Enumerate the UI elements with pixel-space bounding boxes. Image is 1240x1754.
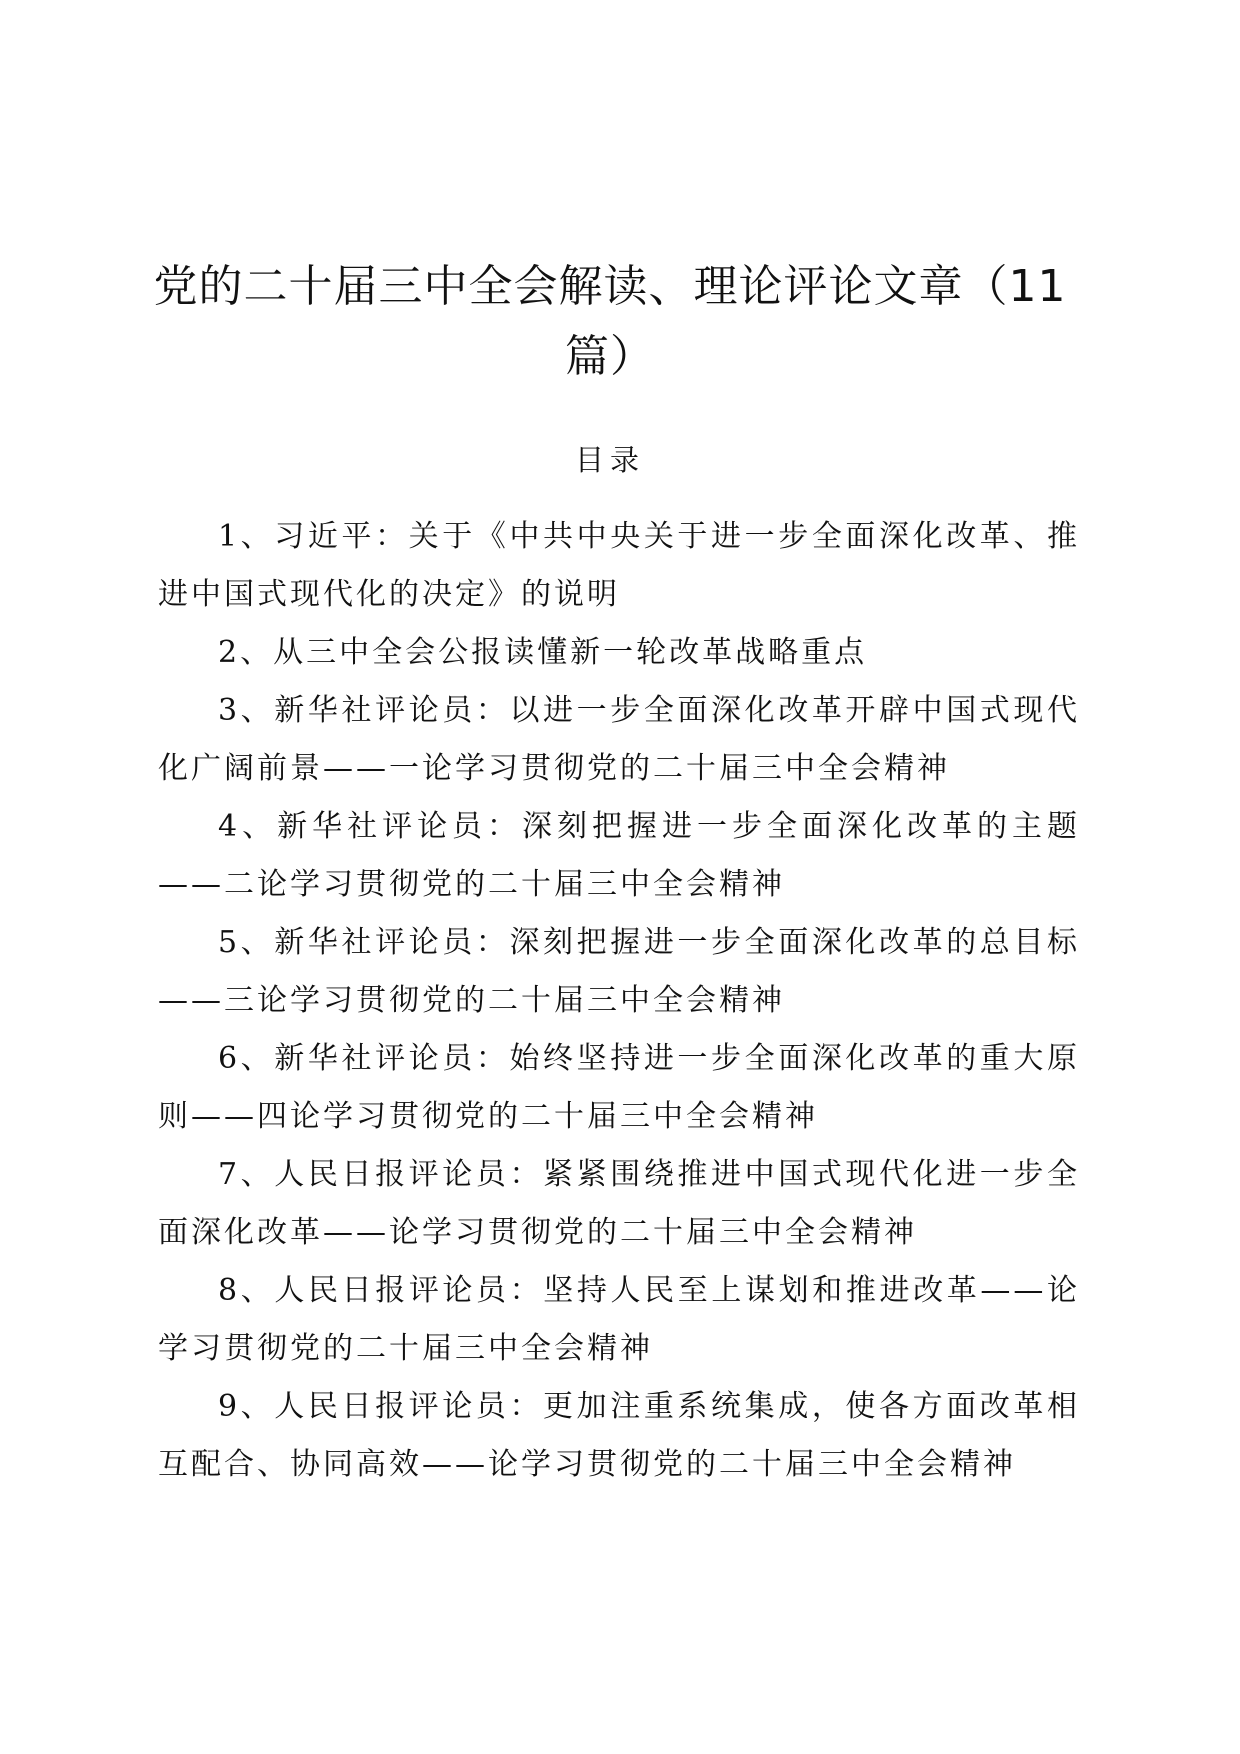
toc-item-6[interactable]: 6、新华社评论员：始终坚持进一步全面深化改革的重大原则——四论学习贯彻党的二十届三中全会精神 <box>158 1041 1080 1134</box>
toc-item-4[interactable]: 4、新华社评论员：深刻把握进一步全面深化改革的主题——二论学习贯彻党的二十届三中全会精神 <box>158 809 1080 902</box>
toc-item-3[interactable]: 3、新华社评论员：以进一步全面深化改革开辟中国式现代化广阔前景——一论学习贯彻党的二十届三中全会精神 <box>158 693 1080 786</box>
toc-item-8[interactable]: 8、人民日报评论员：坚持人民至上谋划和推进改革——论学习贯彻党的二十届三中全会精神 <box>158 1273 1080 1366</box>
toc-item-5[interactable]: 5、新华社评论员：深刻把握进一步全面深化改革的总目标——三论学习贯彻党的二十届三中全会精神 <box>158 925 1080 1018</box>
toc-item-9[interactable]: 9、人民日报评论员：更加注重系统集成，使各方面改革相互配合、协同高效——论学习贯彻党的二十届三中全会精神 <box>158 1389 1080 1482</box>
toc-heading: 目录 <box>574 443 645 477</box>
table-of-contents <box>158 508 1080 1494</box>
toc-item-7[interactable]: 7、人民日报评论员：紧紧围绕推进中国式现代化进一步全面深化改革——论学习贯彻党的二十届三中全会精神 <box>158 1157 1080 1250</box>
toc-item-1[interactable]: 1、习近平：关于《中共中央关于进一步全面深化改革、推进中国式现代化的决定》的说明 <box>158 519 1080 612</box>
document-title: 党的二十届三中全会解读、理论评论文章（11篇） <box>153 261 1067 382</box>
toc-item-2[interactable]: 2、从三中全会公报读懂新一轮改革战略重点 <box>218 635 868 670</box>
